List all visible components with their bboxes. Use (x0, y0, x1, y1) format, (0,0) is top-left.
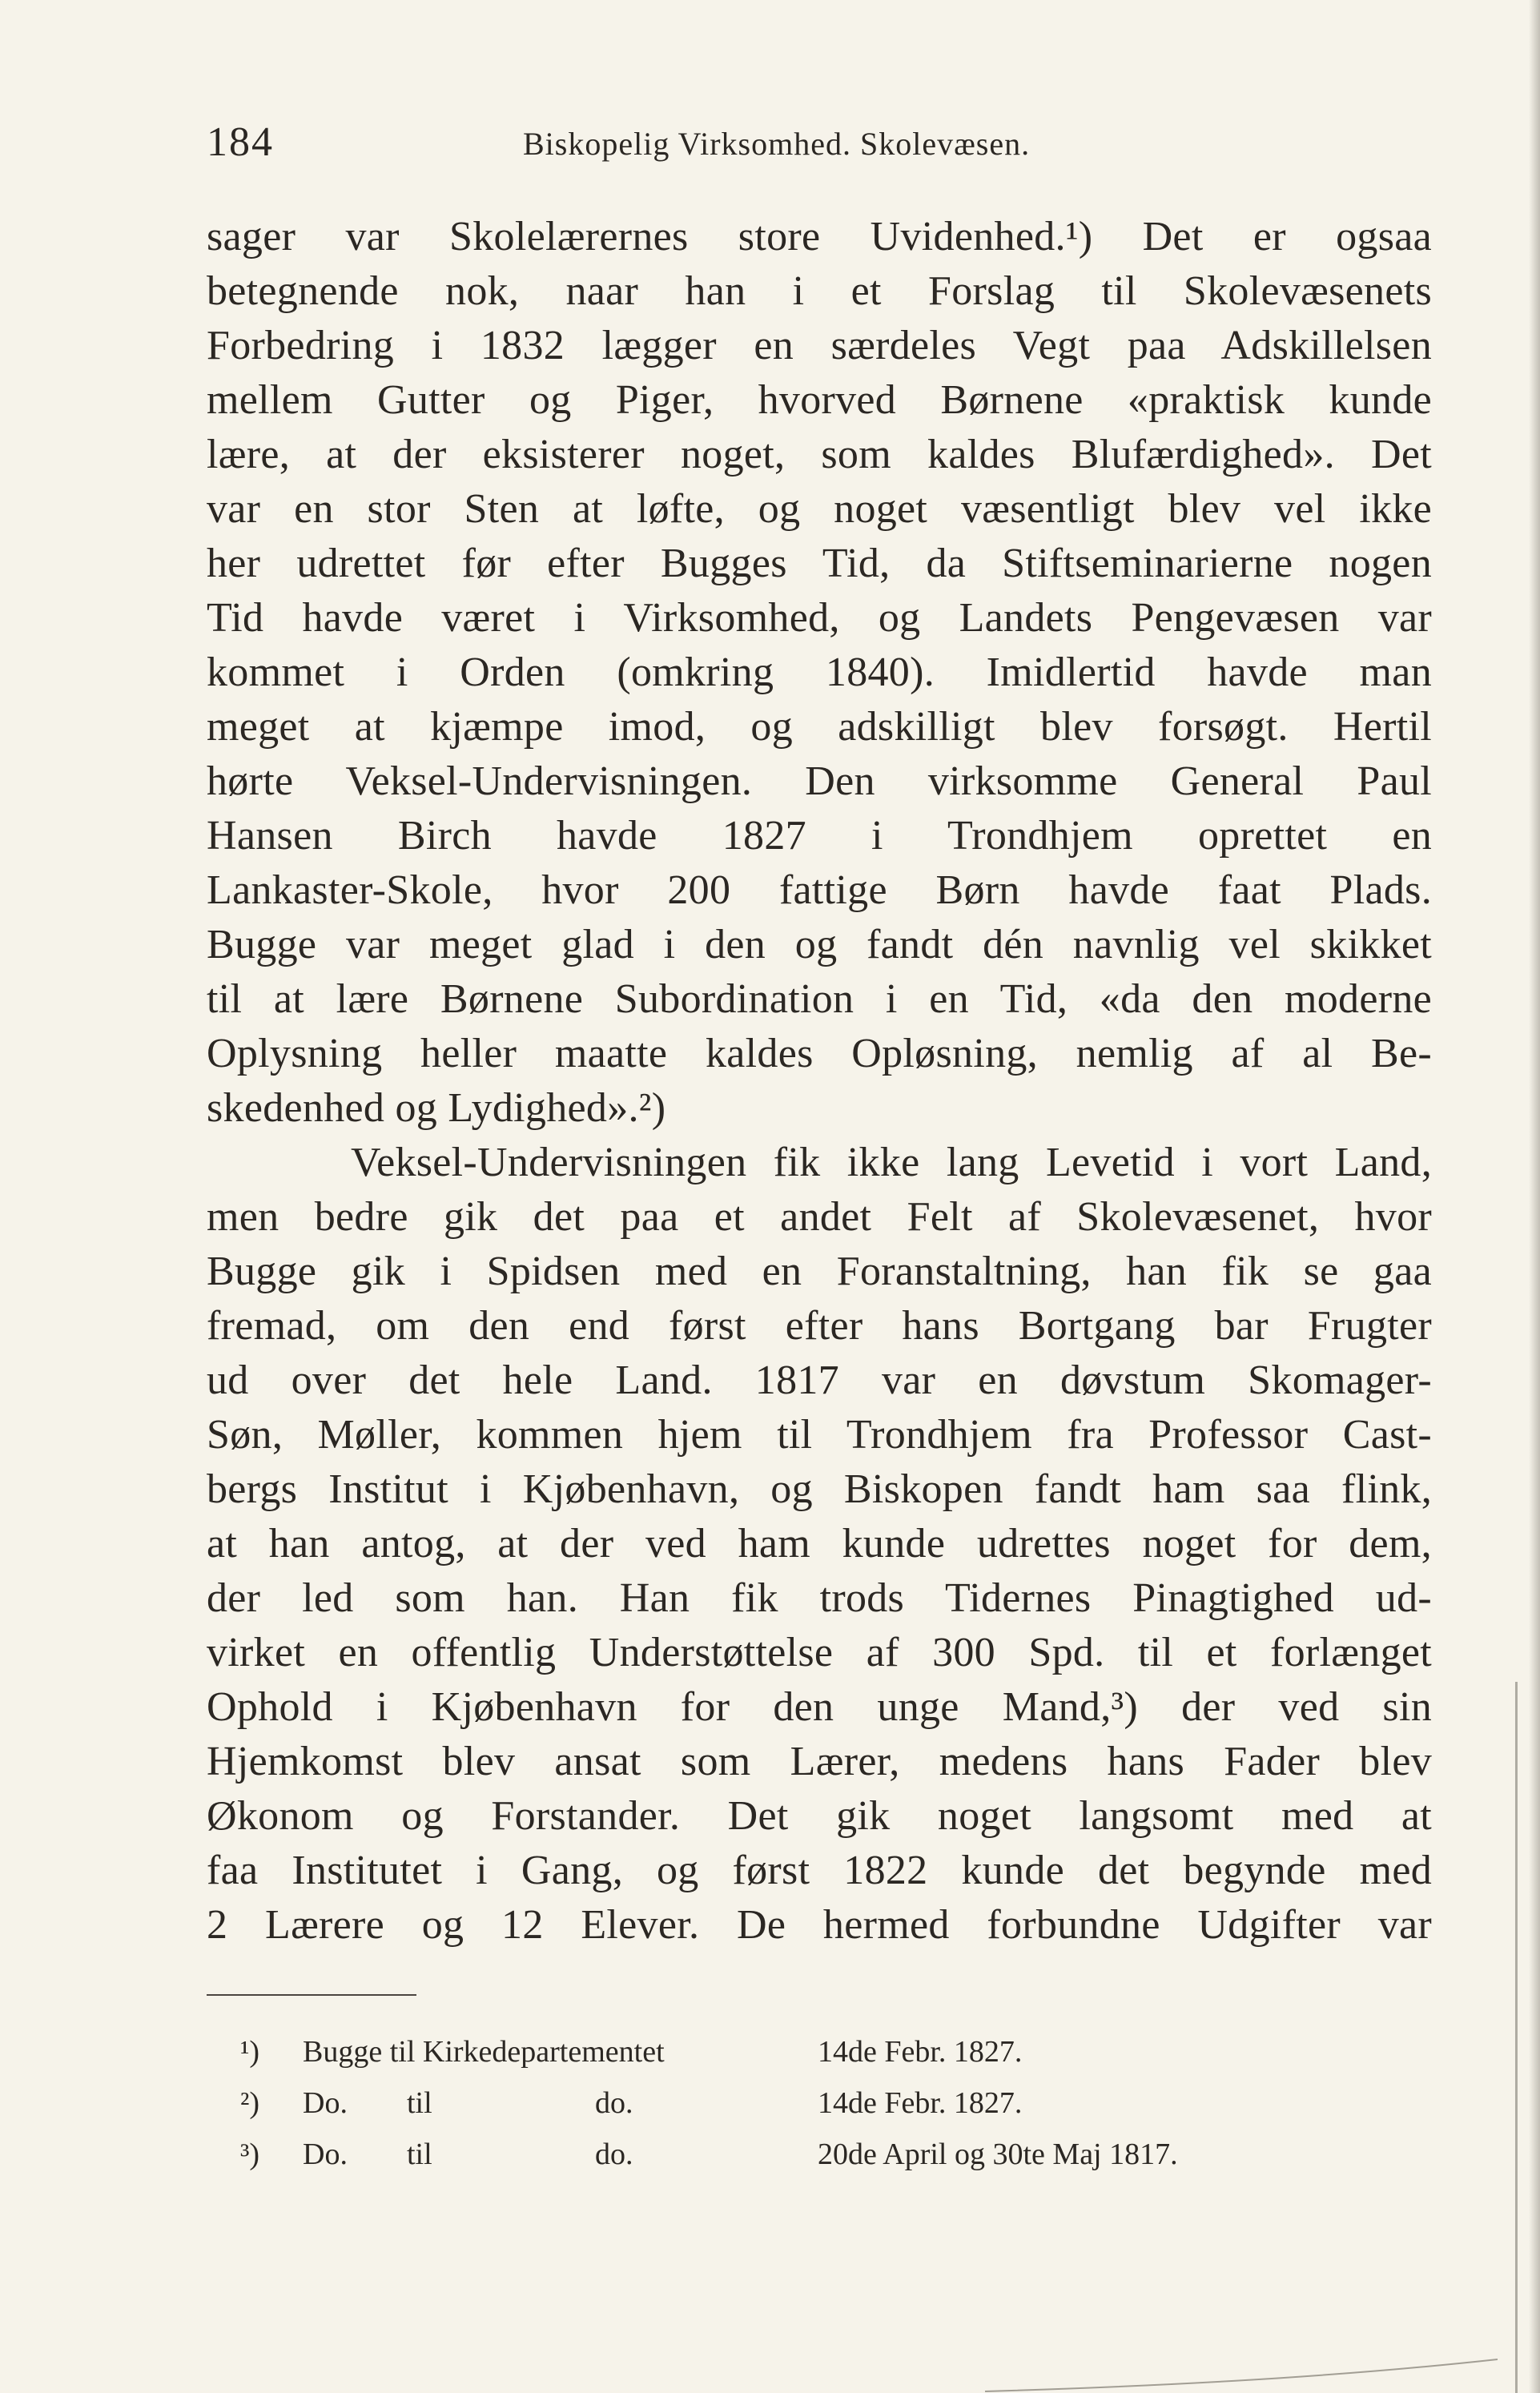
text-line: Søn, Møller, kommen hjem til Trondhjem fra Professor Cast- (207, 1412, 1432, 1458)
body-text (207, 210, 1432, 1953)
text-line: faa Institutet i Gang, og først 1822 kunde det begynde med (207, 1848, 1432, 1893)
footnote-divider (207, 1994, 416, 1996)
text-line: til at lære Børnene Subordination i en Tid, «da den moderne (207, 976, 1432, 1022)
footnote-sender: Do. (303, 2086, 348, 2120)
text-line: Hansen Birch havde 1827 i Trondhjem oprettet en (207, 813, 1432, 859)
footnote-date: 14de Febr. 1827. (818, 2086, 1023, 2120)
text-line: at han antog, at der ved ham kunde udrettes noget for dem, (207, 1521, 1432, 1567)
text-line: Ophold i Kjøbenhavn for den unge Mand,³) der ved sin (207, 1684, 1432, 1730)
text-line: der led som han. Han fik trods Tidernes Pinagtighed ud- (207, 1575, 1432, 1621)
paragraph-start-line: Veksel-Undervisningen fik ikke lang Levetid i vort Land, (351, 1140, 1432, 1185)
text-line: Forbedring i 1832 lægger en særdeles Vegt paa Adskillelsen (207, 323, 1432, 368)
footnote-sender: Do. (303, 2138, 348, 2171)
footnote-1 (240, 2026, 1401, 2077)
text-line: lære, at der eksisterer noget, som kaldes Blufærdighed». Det (207, 432, 1432, 477)
page-edge-line (1515, 1682, 1518, 2393)
text-line: ud over det hele Land. 1817 var en døvstum Skomager- (207, 1357, 1432, 1403)
text-line: virket en offentlig Understøttelse af 300 Spd. til et forlænget (207, 1630, 1432, 1675)
text-line: kommet i Orden (omkring 1840). Imidlertid havde man (207, 650, 1432, 695)
footnote-marker: ³) (240, 2138, 260, 2171)
text-line: Bugge var meget glad i den og fandt dén navnlig vel skikket (207, 922, 1432, 967)
text-line: Økonom og Forstander. Det gik noget langsomt med at (207, 1793, 1432, 1839)
text-line: her udrettet før efter Bugges Tid, da Stiftseminarierne nogen (207, 541, 1432, 586)
text-line: meget at kjæmpe imod, og adskilligt blev forsøgt. Hertil (207, 704, 1432, 750)
footnote-date: 20de April og 30te Maj 1817. (818, 2138, 1178, 2171)
page-number: 184 (207, 119, 274, 165)
text-line: Tid havde været i Virksomhed, og Landets Pengevæsen var (207, 595, 1432, 641)
text-line: 2 Lærere og 12 Elever. De hermed forbundne Udgifter var (207, 1902, 1432, 1948)
text-line: bergs Institut i Kjøbenhavn, og Biskopen fandt ham saa flink, (207, 1466, 1432, 1512)
paragraph-end-line: skedenhed og Lydighed».²) (207, 1085, 666, 1131)
text-line: Bugge gik i Spidsen med en Foranstaltning, han fik se gaa (207, 1249, 1432, 1294)
footnote-3 (240, 2129, 1401, 2180)
text-line: sager var Skolelærernes store Uvidenhed.¹) Det er ogsaa (207, 214, 1432, 259)
text-line: hørte Veksel-Undervisningen. Den virksomme General Paul (207, 758, 1432, 804)
footnotes (240, 2026, 1401, 2180)
footnote-marker: ¹) (240, 2035, 260, 2069)
text-line: Oplysning heller maatte kaldes Opløsning, nemlig af al Be- (207, 1031, 1432, 1076)
page-header (207, 119, 1432, 175)
page-edge-shadow (1529, 0, 1540, 2393)
text-line: var en stor Sten at løfte, og noget væsentligt blev vel ikke (207, 486, 1432, 532)
footnote-word: til (407, 2138, 432, 2171)
text-line: Lankaster-Skole, hvor 200 fattige Børn havde faat Plads. (207, 867, 1432, 913)
footnote-marker: ²) (240, 2086, 260, 2120)
text-line: mellem Gutter og Piger, hvorved Børnene «praktisk kunde (207, 377, 1432, 423)
text-line: fremad, om den end først efter hans Bortgang bar Frugter (207, 1303, 1432, 1349)
text-line: Hjemkomst blev ansat som Lærer, medens hans Fader blev (207, 1739, 1432, 1784)
footnote-recipient: do. (595, 2086, 633, 2120)
footnote-date: 14de Febr. 1827. (818, 2035, 1023, 2069)
running-title: Biskopelig Virksomhed. Skolevæsen. (523, 126, 1031, 162)
page-curl-mark (985, 2355, 1498, 2393)
text-line: betegnende nok, naar han i et Forslag til Skolevæsenets (207, 268, 1432, 314)
text-line: men bedre gik det paa et andet Felt af Skolevæsenet, hvor (207, 1194, 1432, 1240)
footnote-2 (240, 2077, 1401, 2129)
footnote-recipient: Bugge til Kirkedepartementet (303, 2035, 665, 2069)
footnote-recipient: do. (595, 2138, 633, 2171)
footnote-word: til (407, 2086, 432, 2120)
